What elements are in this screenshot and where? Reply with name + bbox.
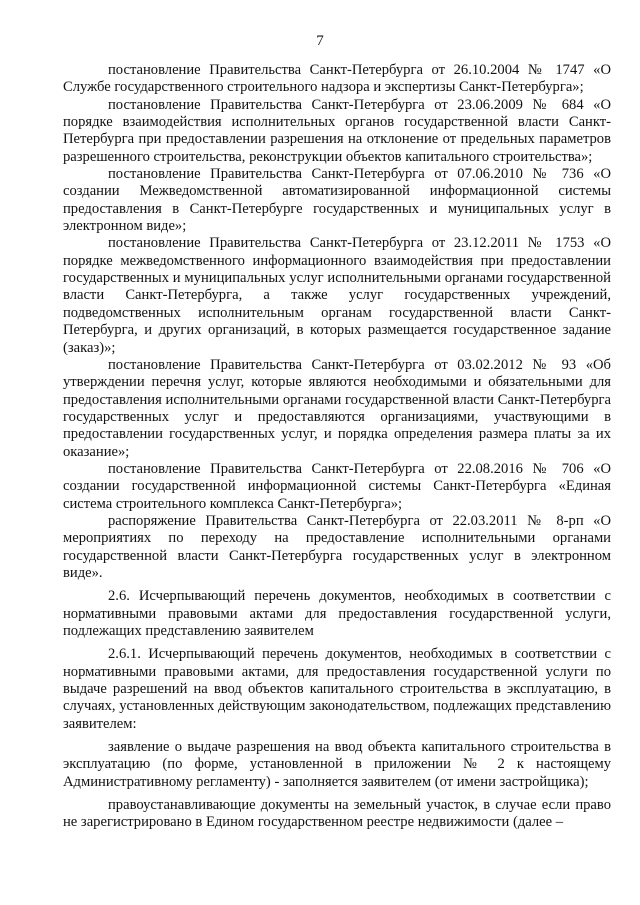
paragraph-decree-706: постановление Правительства Санкт-Петербурга от 22.08.2016 № 706 «О создании государственной информационной системы Санкт-Петербурга «Единая система строительного комплекса Санкт-Петербурга»; xyxy=(63,460,611,512)
document-body xyxy=(63,62,611,832)
paragraph-decree-736: постановление Правительства Санкт-Петербурга от 07.06.2010 № 736 «О создании Межведомственной автоматизированной информационной системы предоставления в Санкт-Петербурге государственных и муниципальных услуг в электронном виде»; xyxy=(63,166,611,235)
paragraph-application: заявление о выдаче разрешения на ввод объекта капитального строительства в эксплуатацию (по форме, установленной в приложении № 2 к настоящему Административному регламенту) - заполняется заявителем (от имени застройщика); xyxy=(63,739,611,790)
paragraph-title-documents: правоустанавливающие документы на земельный участок, в случае если право не зарегистрировано в Едином государственном реестре недвижимости (далее – xyxy=(63,797,611,831)
paragraph-order-8rp: распоряжение Правительства Санкт-Петербурга от 22.03.2011 № 8-рп «О мероприятиях по переходу на предоставление исполнительными органами государственной власти Санкт-Петербурга государственных услуг в электронном виде». xyxy=(63,512,611,581)
paragraph-decree-1747: постановление Правительства Санкт-Петербурга от 26.10.2004 № 1747 «О Службе государственного строительного надзора и экспертизы Санкт-Петербурга»; xyxy=(63,62,611,96)
paragraph-decree-684: постановление Правительства Санкт-Петербурга от 23.06.2009 № 684 «О порядке взаимодействия исполнительных органов государственной власти Санкт-Петербурга при предоставлении разрешения на отклонение от предельных параметров разрешенного строительства, реконструкции объектов капитального строительства»; xyxy=(63,96,611,165)
paragraph-decree-93: постановление Правительства Санкт-Петербурга от 03.02.2012 № 93 «Об утверждении перечня услуг, которые являются необходимыми и обязательными для предоставления исполнительными органами государственной власти Санкт-Петербурга государственных услуг и предоставляются организациями, участвующими в предоставлении государственных услуг, и порядка определения размера платы за их оказание»; xyxy=(63,356,611,460)
page-number: 7 xyxy=(316,33,324,49)
paragraph-2-6-1: 2.6.1. Исчерпывающий перечень документов, необходимых в соответствии с нормативными правовыми актами, для предоставления государственной услуги по выдаче разрешений на ввод объектов капитального строительства в эксплуатацию, в случаях, установленных действующим законодательством, подлежащих представлению заявителем: xyxy=(63,646,611,732)
paragraph-decree-1753: постановление Правительства Санкт-Петербурга от 23.12.2011 № 1753 «О порядке межведомственного информационного взаимодействия при предоставлении государственных и муниципальных услуг исполнительными органами государственной власти Санкт-Петербурга, а также услуг государственных учреждений, подведомственных исполнительным органам государственной власти Санкт-Петербурга, и других организаций, в которых размещается государственное задание (заказ)»; xyxy=(63,235,611,356)
section-heading-2-6: 2.6. Исчерпывающий перечень документов, необходимых в соответствии с нормативными правовыми актами для предоставления государственной услуги, подлежащих представлению заявителем xyxy=(63,588,611,639)
